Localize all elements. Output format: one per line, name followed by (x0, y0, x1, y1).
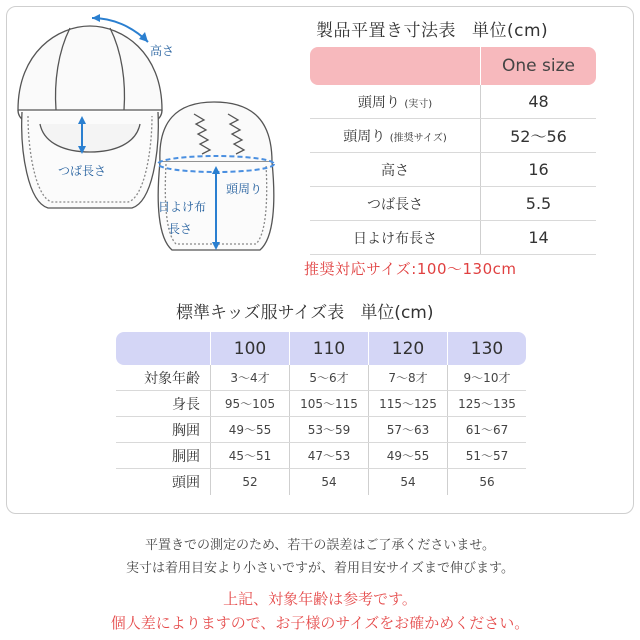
table-cell: 125〜135 (447, 391, 526, 416)
size-header-cell: 120 (368, 332, 447, 365)
row-label: 高さ (381, 162, 409, 179)
row-label: 胴囲 (172, 448, 200, 465)
note-line-1: 平置きでの測定のため、若干の誤差はご了承くださいませ。 (144, 538, 496, 553)
table-cell: 45〜51 (210, 443, 289, 468)
label-sunshade-2: 長さ (168, 222, 193, 236)
row-label: 日よけ布長さ (353, 230, 437, 247)
row-value: 16 (480, 153, 596, 186)
size-header-cell: 110 (289, 332, 368, 365)
table-cell: 53〜59 (289, 417, 368, 442)
table-cell: 61〜67 (447, 417, 526, 442)
note-line-2: 実寸は着用目安より小さいですが、着用目安サイズまで伸びます。 (126, 561, 514, 576)
header-blank-cell (310, 47, 480, 85)
row-label: 頭周り (実寸) (357, 94, 433, 111)
row-value: 48 (480, 85, 596, 118)
product-size-table (310, 47, 596, 255)
header-blank-cell (116, 332, 210, 365)
row-label: 対象年齢 (144, 370, 200, 387)
product-table-title-text: 製品平置き寸法表 (316, 21, 456, 41)
table-row (116, 443, 526, 469)
kids-table-header (116, 332, 526, 365)
label-height: 高さ (150, 44, 175, 58)
table-row (310, 119, 596, 153)
table-cell: 3〜4才 (210, 365, 289, 390)
kids-table-title-text: 標準キッズ服サイズ表 (176, 303, 345, 323)
row-label: つば長さ (367, 196, 423, 213)
table-cell: 54 (289, 469, 368, 495)
table-cell: 105〜115 (289, 391, 368, 416)
table-cell: 57〜63 (368, 417, 447, 442)
table-cell: 5〜6才 (289, 365, 368, 390)
table-cell: 49〜55 (210, 417, 289, 442)
size-header-cell: 100 (210, 332, 289, 365)
note-line-4: 個人差によりますので、お子様のサイズをお確かめください。 (110, 614, 530, 632)
product-table-unit: 単位(cm) (472, 21, 549, 41)
note-line-3: 上記、対象年齢は参考です。 (223, 590, 417, 608)
table-cell: 56 (447, 469, 526, 495)
row-label: 身長 (172, 396, 200, 413)
hat-illustration (8, 12, 298, 262)
kids-table-unit: 単位(cm) (360, 303, 434, 323)
kids-size-table (116, 332, 526, 495)
kids-table-title (176, 298, 433, 323)
row-label: 頭周り (推奨サイズ) (343, 128, 447, 145)
table-cell: 54 (368, 469, 447, 495)
size-header-cell: 130 (447, 332, 526, 365)
row-value: 14 (480, 221, 596, 254)
label-brim: つば長さ (58, 164, 107, 178)
recommended-size-text: 推奨対応サイズ:100〜130cm (304, 260, 517, 278)
product-table-header (310, 47, 596, 85)
row-value: 5.5 (480, 187, 596, 220)
table-row (310, 85, 596, 119)
table-cell: 49〜55 (368, 443, 447, 468)
label-head: 頭周り (226, 182, 263, 196)
table-cell: 47〜53 (289, 443, 368, 468)
table-row (310, 153, 596, 187)
table-cell: 52 (210, 469, 289, 495)
row-value: 52〜56 (480, 119, 596, 152)
table-row (116, 469, 526, 495)
table-cell: 7〜8才 (368, 365, 447, 390)
table-cell: 9〜10才 (447, 365, 526, 390)
header-size-cell: One size (480, 47, 596, 85)
row-label: 頭囲 (172, 475, 200, 491)
table-cell: 115〜125 (368, 391, 447, 416)
table-row (116, 417, 526, 443)
table-cell: 51〜57 (447, 443, 526, 468)
table-row (116, 391, 526, 417)
table-row (310, 187, 596, 221)
table-cell: 95〜105 (210, 391, 289, 416)
label-sunshade-1: 日よけ布 (158, 200, 207, 214)
product-table-title (316, 16, 548, 41)
row-label: 胸囲 (172, 422, 200, 439)
table-row (310, 221, 596, 255)
table-row (116, 365, 526, 391)
